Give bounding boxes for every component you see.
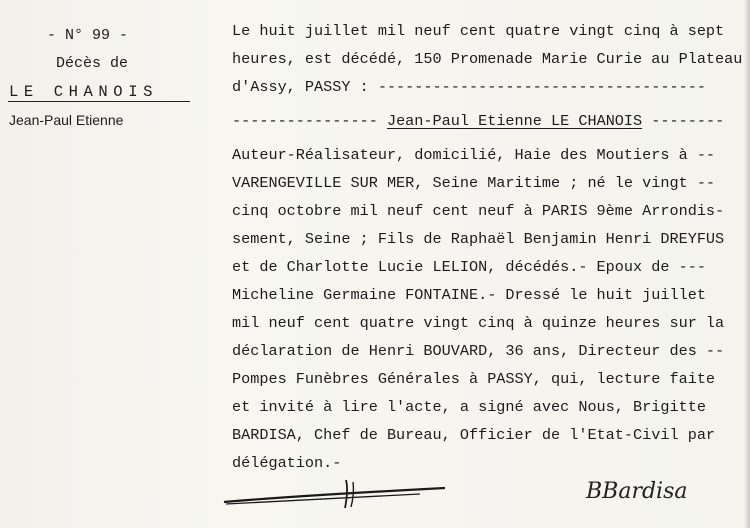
name-dashes-before: ---------------- xyxy=(232,112,378,130)
record-number: - N° 99 - xyxy=(47,27,129,44)
deceased-surname: LE CHANOIS xyxy=(9,83,159,101)
name-dashes-after: -------- xyxy=(651,112,725,130)
surname-underline xyxy=(8,101,190,102)
record-line-2: heures, est décédé, 150 Promenade Marie Curie au Plateau xyxy=(232,50,743,68)
deceased-full-name: Jean-Paul Etienne LE CHANOIS xyxy=(386,112,643,130)
record-line-11: mil neuf cent quatre vingt cinq à quinze heures sur la xyxy=(232,314,725,332)
record-line-3: d'Assy, PASSY : ------------------------------------ xyxy=(232,78,706,96)
record-line-7: cinq octobre mil neuf cent neuf à PARIS 9ème Arrondis- xyxy=(232,202,725,220)
record-line-6: VARENGEVILLE SUR MER, Seine Maritime ; né le vingt -- xyxy=(232,174,716,192)
record-line-14: et invité à lire l'acte, a signé avec Nous, Brigitte xyxy=(232,398,706,416)
record-line-8: sement, Seine ; Fils de Raphaël Benjamin Henri DREYFUS xyxy=(232,230,725,248)
deceased-given-names: Jean-Paul Etienne xyxy=(9,112,124,128)
record-line-5: Auteur-Réalisateur, domicilié, Haie des Moutiers à -- xyxy=(232,146,716,164)
record-line-13: Pompes Funèbres Générales à PASSY, qui, lecture faite xyxy=(232,370,716,388)
record-line-15: BARDISA, Chef de Bureau, Officier de l'Etat-Civil par xyxy=(232,426,716,444)
record-line-16: délégation.- xyxy=(232,454,342,472)
page-edge-shadow xyxy=(744,0,750,528)
declarant-signature xyxy=(220,474,450,514)
officer-signature xyxy=(584,470,704,510)
record-name-line xyxy=(232,111,724,131)
record-line-12: déclaration de Henri BOUVARD, 36 ans, Directeur des -- xyxy=(232,342,725,360)
record-line-9: et de Charlotte Lucie LELION, décédés.- Epoux de --- xyxy=(232,258,706,276)
record-line-1: Le huit juillet mil neuf cent quatre vingt cinq à sept xyxy=(232,22,725,40)
record-line-10: Micheline Germaine FONTAINE.- Dressé le huit juillet xyxy=(232,286,706,304)
record-title: Décès de xyxy=(56,55,129,72)
officer-signature-text: BBardisa xyxy=(586,479,688,504)
